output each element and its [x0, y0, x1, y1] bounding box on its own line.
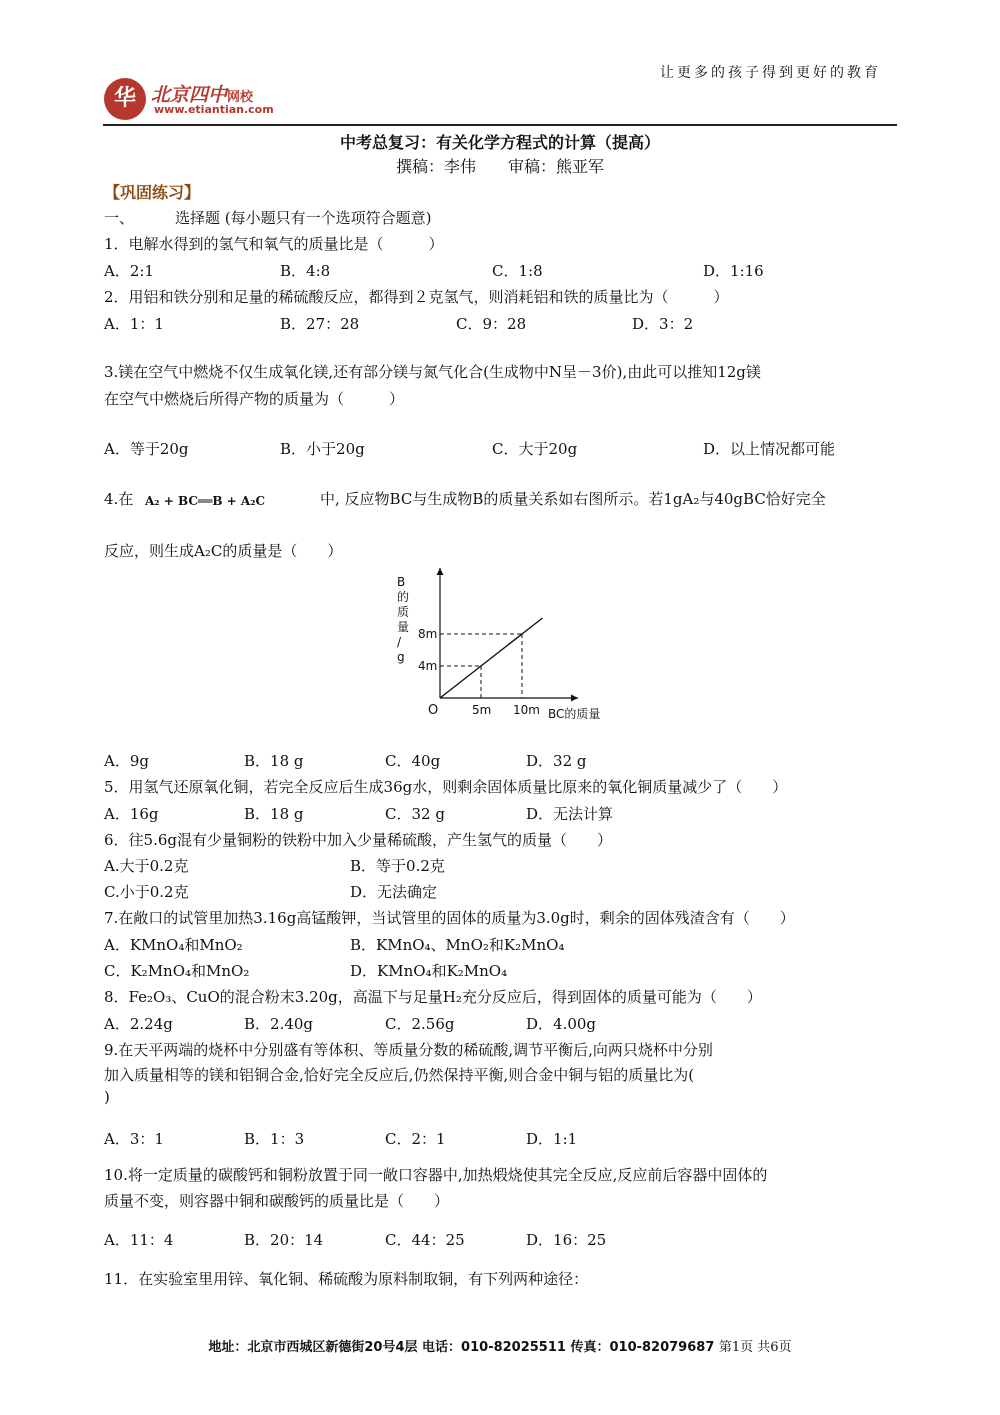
y-axis-label-char: B	[397, 575, 406, 589]
question-6-option-a: A.大于0.2克	[104, 857, 189, 875]
logo-glyph: 华	[113, 86, 136, 111]
y-axis-label-char: 质	[397, 605, 410, 619]
question-5-option-c: C．32 g	[385, 805, 445, 823]
question-2-option-a: A．1：1	[104, 315, 164, 333]
question-4-stem-prefix: 4.在	[104, 490, 134, 508]
question-8-option-c: C．2.56g	[385, 1015, 455, 1033]
question-7-option-c: C．K₂MnO₄和MnO₂	[104, 962, 250, 980]
question-9-option-b: B．1：3	[244, 1130, 305, 1148]
part-instruction: 选择题 (每小题只有一个选项符合题意)	[175, 209, 432, 227]
question-7-option-d: D．KMnO₄和K₂MnO₄	[350, 962, 508, 980]
logo-emblem-icon	[104, 78, 146, 120]
question-6-option-b: B．等于0.2克	[350, 857, 445, 875]
page-footer	[0, 1336, 1000, 1355]
question-4-stem-line-2: 反应，则生成A₂C的质量是（ ）	[104, 542, 343, 560]
authors-line: 撰稿：李伟 审稿：熊亚军	[395, 157, 604, 176]
question-4-option-c: C．40g	[385, 752, 441, 770]
question-6-stem: 6．往5.6g混有少量铜粉的铁粉中加入少量稀硫酸，产生氢气的质量（ ）	[104, 831, 613, 849]
question-6-option-c: C.小于0.2克	[104, 883, 189, 901]
question-8-option-a: A．2.24g	[104, 1015, 173, 1033]
question-5-option-b: B．18 g	[244, 805, 304, 823]
question-4-chart	[385, 560, 625, 730]
question-7-option-b: B．KMnO₄、MnO₂和K₂MnO₄	[350, 936, 565, 954]
question-2-stem: 2．用铝和铁分别和足量的稀硫酸反应，都得到２克氢气，则消耗铝和铁的质量比为（ ）	[104, 288, 729, 306]
question-9-option-a: A．3：1	[104, 1130, 164, 1148]
question-11-stem: 11．在实验室里用锌、氧化铜、稀硫酸为原料制取铜，有下列两种途径：	[104, 1270, 589, 1288]
page-title: 中考总复习：有关化学方程式的计算（提高）	[339, 133, 660, 152]
question-1-stem: 1．电解水得到的氢气和氧气的质量比是（ ）	[104, 235, 444, 253]
question-7-stem: 7.在敞口的试管里加热3.16g高锰酸钾，当试管里的固体的质量为3.0g时，剩余的固体残渣含有（ ）	[104, 909, 795, 927]
y-axis-label-char: /	[397, 635, 402, 649]
y-axis-label	[397, 575, 409, 664]
footer-page-number: 第1页 共6页	[718, 1340, 792, 1355]
y-axis-label-char: 量	[397, 620, 410, 634]
question-5-option-d: D．无法计算	[526, 805, 614, 823]
question-9-stem-line-2: 加入质量相等的镁和铝铜合金,恰好完全反应后,仍然保持平衡,则合金中铜与铝的质量比为(	[104, 1066, 695, 1084]
y-tick-label-2: 8m	[418, 627, 438, 641]
question-1-option-a: A．2:1	[104, 262, 154, 280]
question-3-option-b: B．小于20g	[280, 440, 365, 458]
origin-label: O	[428, 703, 439, 718]
question-6-option-d: D．无法确定	[350, 883, 438, 901]
question-9-option-d: D．1:1	[526, 1130, 578, 1148]
question-4-option-a: A．9g	[104, 752, 149, 770]
question-4-stem-line-1: 中, 反应物BC与生成物B的质量关系如右图所示。若1gA₂与40gBC恰好完全	[320, 490, 826, 508]
question-3-stem-line-1: 3.镁在空气中燃烧不仅生成氧化镁,还有部分镁与氮气化合(生成物中N呈－3价),由此可以推知12g镁	[104, 363, 761, 381]
question-10-stem-line-1: 10.将一定质量的碳酸钙和铜粉放置于同一敞口容器中,加热煅烧使其完全反应,反应前后容器中固体的	[104, 1166, 768, 1184]
question-1-option-c: C．1:8	[492, 262, 543, 280]
question-3-option-a: A．等于20g	[104, 440, 189, 458]
question-8-stem: 8．Fe₂O₃、CuO的混合粉末3.20g，高温下与足量H₂充分反应后，得到固体的质量可能为（ ）	[104, 988, 762, 1006]
header-divider	[103, 124, 897, 126]
question-1-option-b: B．4:8	[280, 262, 331, 280]
y-tick-label-1: 4m	[418, 659, 438, 673]
question-7-option-a: A．KMnO₄和MnO₂	[104, 936, 243, 954]
part-label: 一、	[104, 209, 135, 227]
question-5-option-a: A．16g	[104, 805, 159, 823]
question-9-stem-line-3: )	[104, 1088, 110, 1106]
logo-name-main: 北京四中	[151, 84, 228, 106]
data-line	[440, 618, 543, 698]
question-10-option-a: A．11：4	[104, 1231, 174, 1249]
question-10-option-c: C．44：25	[385, 1231, 465, 1249]
question-2-option-b: B．27：28	[280, 315, 360, 333]
footer-address: 地址：北京市西城区新德街20号4层 电话：010-82025511 传真：010-82079687	[208, 1340, 715, 1355]
question-8-option-b: B．2.40g	[244, 1015, 314, 1033]
question-1-option-d: D．1:16	[703, 262, 764, 280]
question-2-option-c: C．9：28	[456, 315, 527, 333]
logo-name-suffix: 网校	[227, 90, 254, 105]
question-10-option-b: B．20：14	[244, 1231, 324, 1249]
question-3-stem-line-2: 在空气中燃烧后所得产物的质量为（ ）	[104, 390, 405, 408]
x-tick-label-2: 10m	[513, 703, 540, 717]
x-axis-label: BC的质量	[548, 707, 601, 721]
question-3-option-d: D．以上情况都可能	[703, 440, 836, 458]
x-tick-label-1: 5m	[472, 703, 492, 717]
y-axis-label-char: 的	[397, 590, 410, 604]
logo-url: www.etiantian.com	[154, 103, 274, 116]
question-9-stem-line-1: 9.在天平两端的烧杯中分别盛有等体积、等质量分数的稀硫酸,调节平衡后,向两只烧杯中分别	[104, 1041, 713, 1059]
question-10-option-d: D．16：25	[526, 1231, 607, 1249]
question-3-option-c: C．大于20g	[492, 440, 578, 458]
y-axis-label-char: g	[397, 650, 405, 664]
section-heading: 【巩固练习】	[104, 183, 201, 202]
question-10-stem-line-2: 质量不变，则容器中铜和碳酸钙的质量比是（ ）	[104, 1192, 450, 1210]
question-4-option-b: B．18 g	[244, 752, 304, 770]
question-4-option-d: D．32 g	[526, 752, 587, 770]
slogan: 让更多的孩子得到更好的教育	[660, 65, 881, 81]
question-2-option-d: D．3：2	[632, 315, 694, 333]
question-5-stem: 5．用氢气还原氧化铜，若完全反应后生成36g水，则剩余固体质量比原来的氧化铜质量减少了（ ）	[104, 778, 788, 796]
question-4-equation: A₂ + BC══B + A₂C	[145, 494, 266, 508]
question-8-option-d: D．4.00g	[526, 1015, 597, 1033]
question-9-option-c: C．2：1	[385, 1130, 446, 1148]
